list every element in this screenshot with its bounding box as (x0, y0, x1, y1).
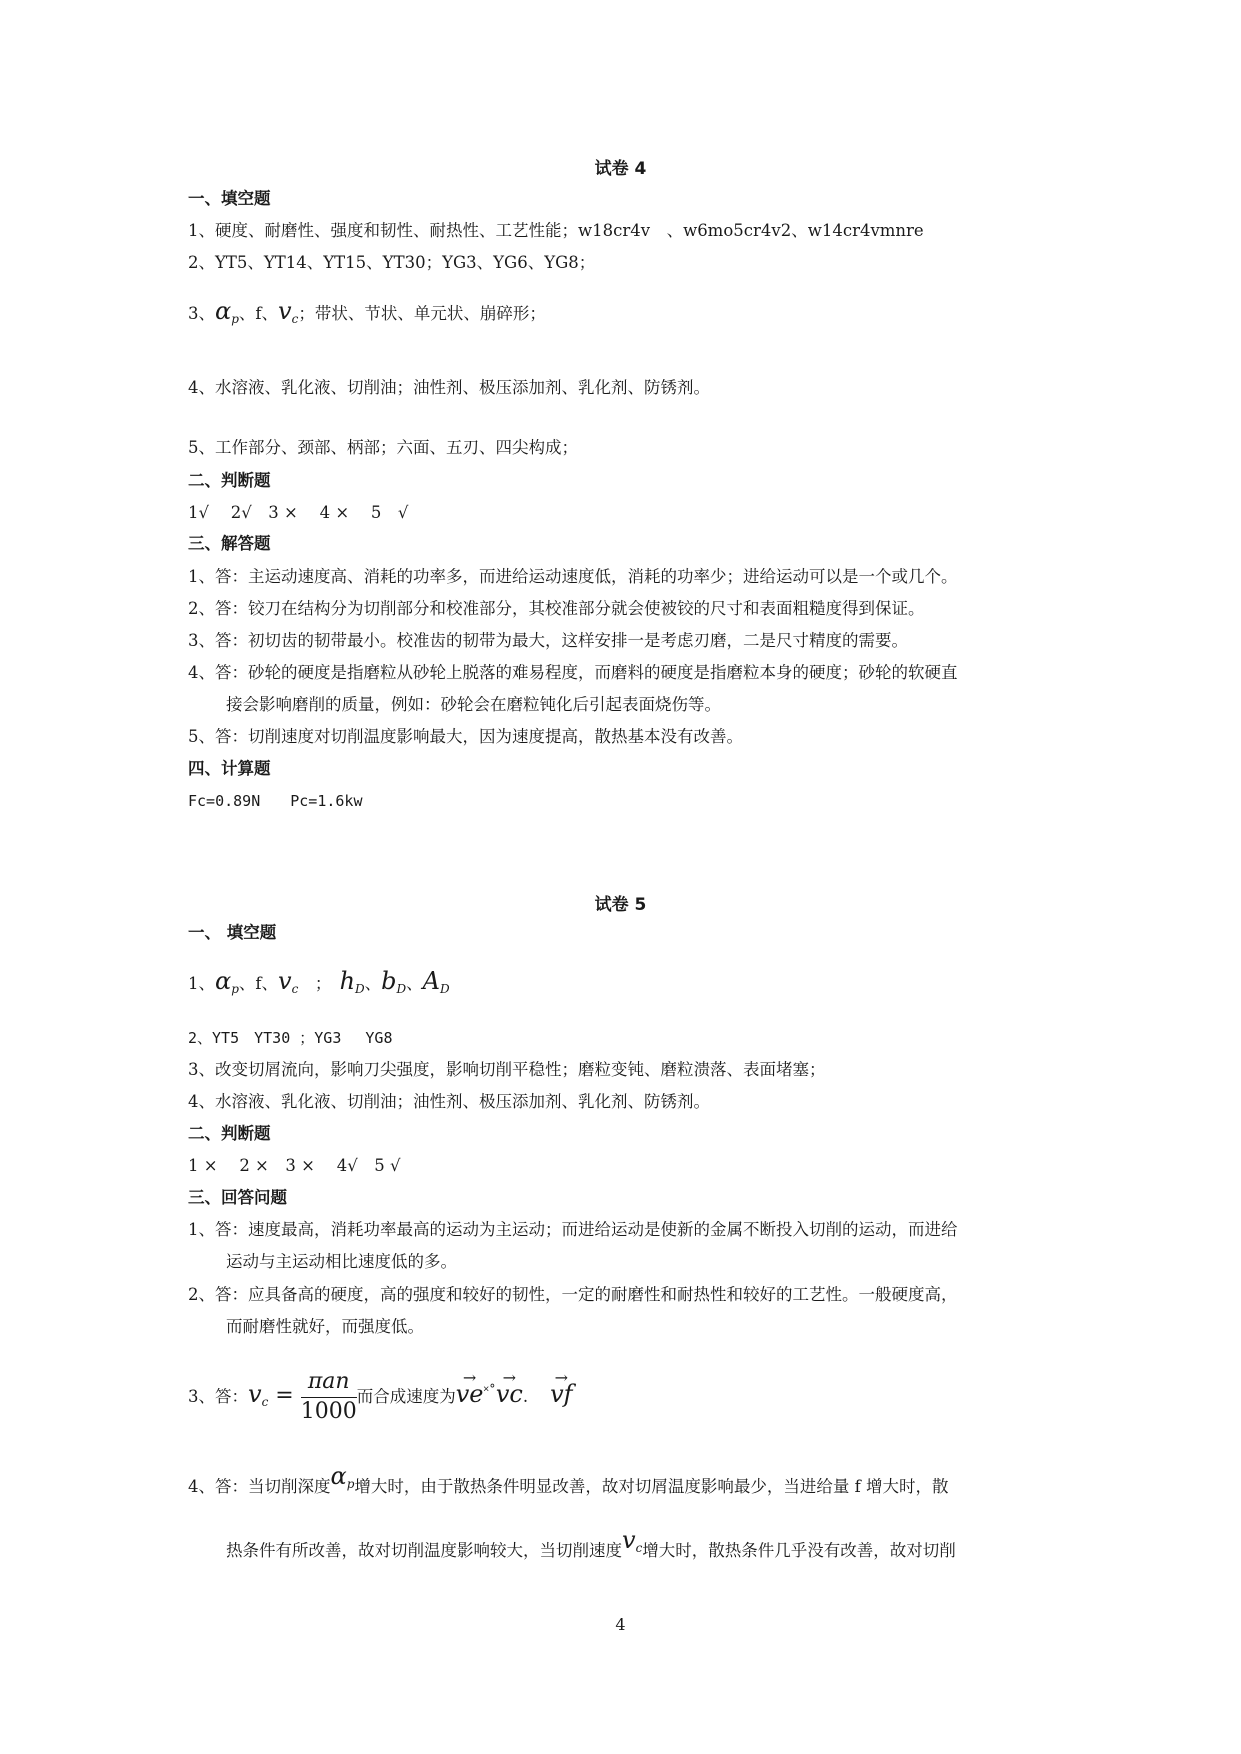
alpha-symbol: α (330, 1462, 347, 1490)
paper4-calc-answer: Fc=0.89N Pc=1.6kw (188, 792, 363, 810)
paper4-section3-heading: 三、解答题 (188, 534, 271, 553)
paper4-fill-4: 4、水溶液、乳化液、切削油；油性剂、极压添加剂、乳化剂、防锈剂。 (188, 378, 710, 397)
alpha-symbol: α (215, 967, 232, 995)
paper5-fill-3: 3、改变切屑流向，影响刀尖强度，影响切削平稳性；磨粒变钝、磨粒溃落、表面堵塞； (188, 1060, 826, 1079)
paper4-section4-heading: 四、计算题 (188, 759, 271, 778)
paper5-answer-1a: 1、答：速度最高，消耗功率最高的运动为主运动；而进给运动是使新的金属不断投入切削的运动，而进给 (188, 1220, 958, 1239)
paper4-title: 试卷 4 (594, 159, 647, 179)
b-symbol: b (381, 967, 397, 995)
paper4-judge-answers: 1√ 2√ 3 × 4 × 5 √ (188, 503, 409, 522)
paper5-fill-1: 1、$\alpha_p$、f、$v_c$ ； $h_D$、$b_D$、$A_D$ (188, 967, 450, 996)
h-symbol: h (339, 967, 356, 995)
paper5-section1-heading: 一、 填空题 (188, 923, 277, 942)
a-symbol: A (422, 967, 440, 995)
v-symbol: v (278, 967, 292, 995)
paper5-judge-answers: 1 × 2 × 3 × 4√ 5 √ (188, 1156, 401, 1175)
paper4-answer-4b: 接会影响磨削的质量，例如：砂轮会在磨粒钝化后引起表面烧伤等。 (226, 695, 721, 714)
paper4-section1-heading: 一、填空题 (188, 189, 271, 208)
paper5-answer-4a: 4、答：当切削深度$\alpha^p$增大时，由于散热条件明显改善，故对切屑温度影响最少，当进给量 f 增大时，散 (188, 1462, 949, 1496)
v-symbol: v (278, 297, 292, 325)
paper5-answer-1b: 运动与主运动相比速度低的多。 (226, 1252, 457, 1271)
paper4-answer-2: 2、答：铰刀在结构分为切削部分和校准部分，其校准部分就会使被铰的尺寸和表面粗糙度得到保证。 (188, 599, 925, 618)
v-symbol: v (622, 1526, 636, 1554)
paper4-answer-1: 1、答：主运动速度高、消耗的功率多，而进给运动速度低，消耗的功率少；进给运动可以是一个或几个。 (188, 567, 958, 586)
vector-vf: → vf (550, 1364, 572, 1424)
paper5-answer-2b: 而耐磨性就好，而强度低。 (226, 1317, 424, 1336)
paper5-fill-2: 2、YT5 YT30 ；YG3 YG8 (188, 1029, 393, 1047)
paper5-section3-heading: 三、回答问题 (188, 1188, 287, 1207)
paper4-fill-1: 1、硬度、耐磨性、强度和韧性、耐热性、工艺性能；w18cr4v 、w6mo5cr4v2、w14cr4vmnre (188, 221, 924, 240)
alpha-symbol: α (215, 297, 232, 325)
paper4-fill-5: 5、工作部分、颈部、柄部；六面、五刃、四尖构成； (188, 438, 578, 457)
vector-ve: → ve (456, 1364, 484, 1424)
paper4-section2-heading: 二、判断题 (188, 471, 271, 490)
paper5-title: 试卷 5 (594, 895, 647, 915)
paper5-fill-4: 4、水溶液、乳化液、切削油；油性剂、极压添加剂、乳化剂、防锈剂。 (188, 1092, 710, 1111)
paper4-answer-5: 5、答：切削速度对切削温度影响最大，因为速度提高，散热基本没有改善。 (188, 727, 743, 746)
paper4-answer-3: 3、答：初切齿的韧带最小。校准齿的韧带为最大，这样安排一是考虑刃磨，二是尺寸精度的需要。 (188, 631, 908, 650)
vector-vc: → vc (496, 1364, 523, 1424)
paper5-answer-3: 3、答：$v_c$ = $\frac{\text{πan}}{1000}$ 而合成速度为→ ve˟˚→ vc.→ vf (188, 1362, 573, 1432)
cutting-speed-fraction: $\frac{\text{πan}}{1000}$ (300, 1369, 357, 1424)
paper5-answer-4b: 热条件有所改善，故对切削温度影响较大，当切削速度$v^c$增大时，散热条件几乎没有改善，故对切削 (226, 1526, 956, 1560)
paper4-answer-4a: 4、答：砂轮的硬度是指磨粒从砂轮上脱落的难易程度，而磨料的硬度是指磨粒本身的硬度；砂轮的软硬直 (188, 663, 958, 682)
paper5-section2-heading: 二、判断题 (188, 1124, 271, 1143)
paper4-fill-2: 2、YT5、YT14、YT15、YT30；YG3、YG6、YG8； (188, 253, 596, 272)
v-symbol: v (248, 1380, 262, 1408)
paper4-fill-3: 3、$\alpha_p$、f、$v_c$；带状、节状、单元状、崩碎形； (188, 297, 546, 326)
page-number: 4 (615, 1615, 626, 1634)
paper5-answer-2a: 2、答：应具备高的硬度，高的强度和较好的韧性，一定的耐磨性和耐热性和较好的工艺性。一般硬度高， (188, 1285, 958, 1304)
